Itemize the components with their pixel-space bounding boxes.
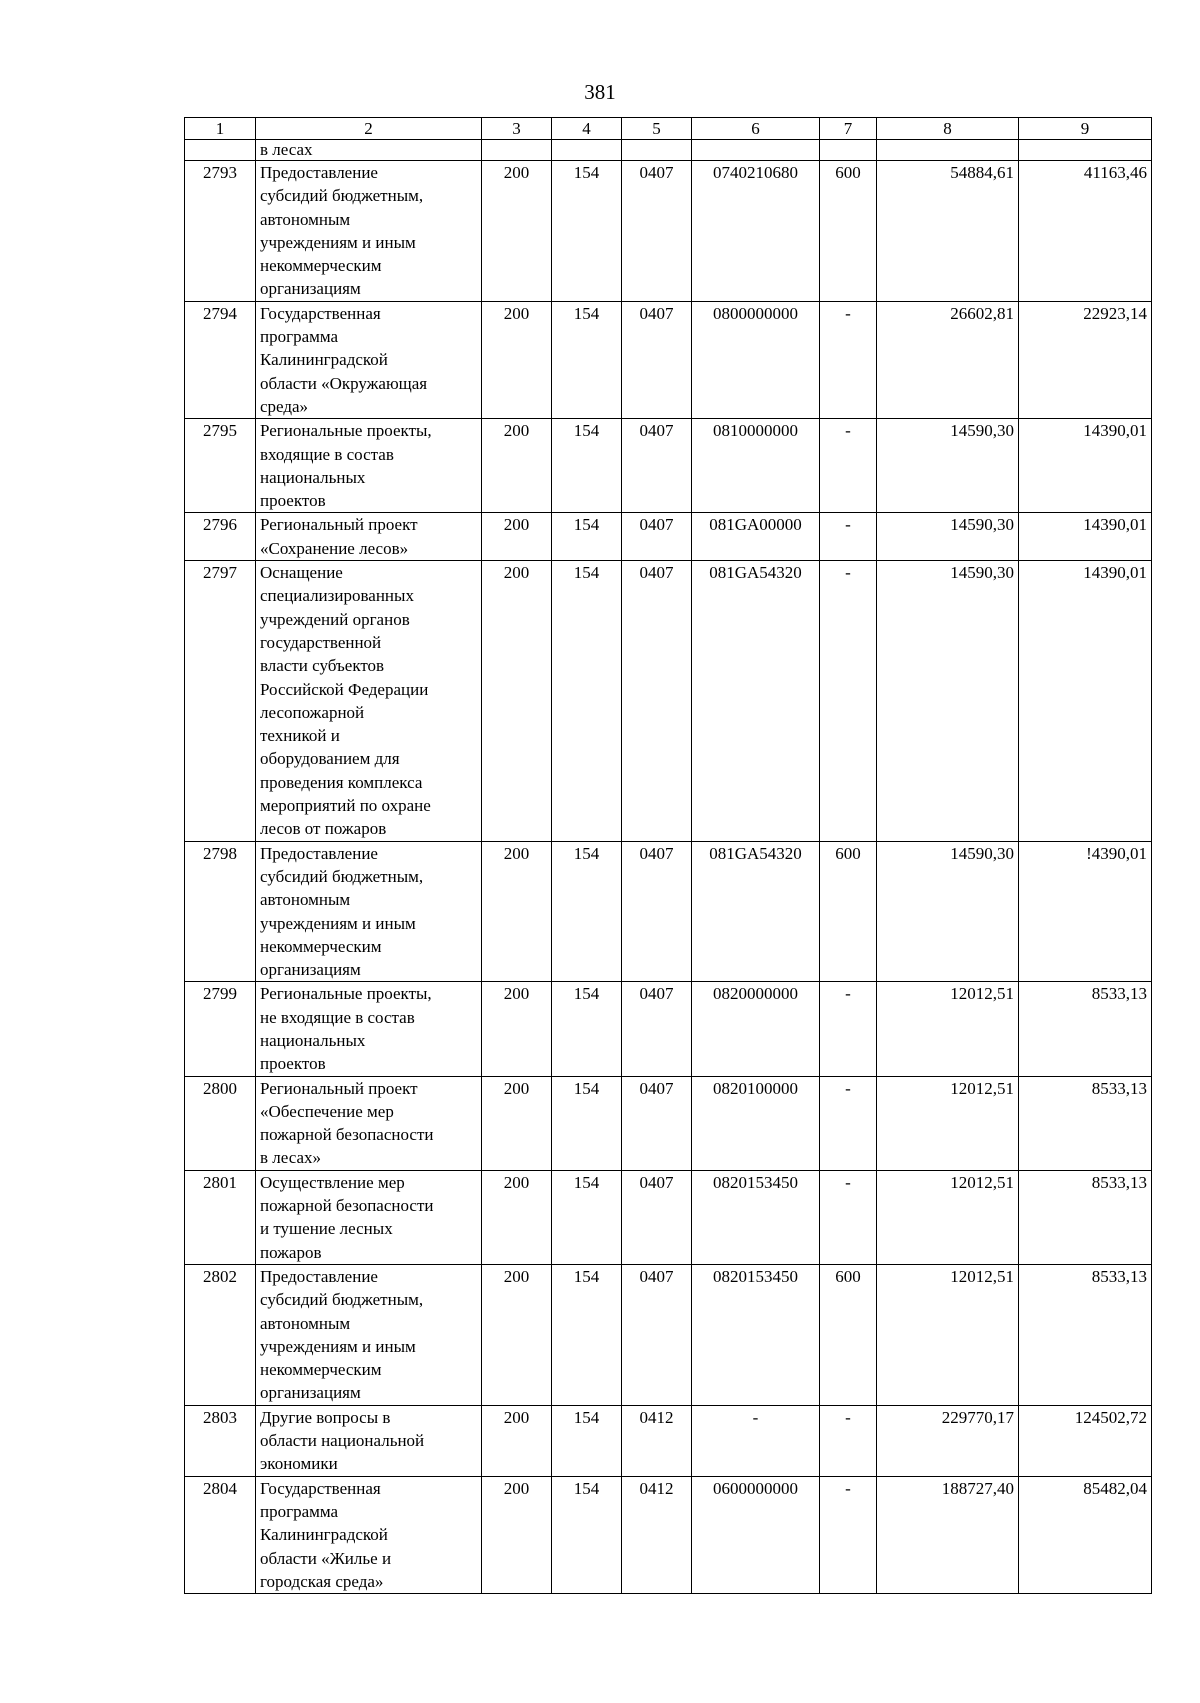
cell-col3: 200 <box>482 1170 552 1264</box>
row-name-line: пожарной безопасности <box>260 1125 434 1145</box>
cell-col4: 154 <box>552 1405 622 1476</box>
cell-col4: 154 <box>552 982 622 1076</box>
cell-col8: 14590,30 <box>877 841 1019 982</box>
table-row <box>185 1264 1152 1405</box>
cell-col7: - <box>820 301 877 418</box>
cell-col8: 14590,30 <box>877 419 1019 513</box>
cell-col8: 229770,17 <box>877 1405 1019 1476</box>
row-name-line: субсидий бюджетным, <box>260 866 424 886</box>
row-number: 2802 <box>185 1264 256 1405</box>
row-name-line: субсидий бюджетным, <box>260 186 424 206</box>
cell-col8: 12012,51 <box>877 982 1019 1076</box>
continuation-row <box>185 140 1152 161</box>
row-name-line: Российской Федерации <box>260 679 429 699</box>
row-name-line: области «Жилье и <box>260 1548 392 1568</box>
cell-col7: 600 <box>820 841 877 982</box>
row-name-line: учреждений органов <box>260 609 410 629</box>
cell-col5: 0407 <box>622 841 692 982</box>
row-name-line: автономным <box>260 1313 351 1333</box>
column-header: 8 <box>877 118 1019 140</box>
cell-col5: 0407 <box>622 1170 692 1264</box>
table-row <box>185 1476 1152 1593</box>
cell-col6: 0820000000 <box>692 982 820 1076</box>
budget-table <box>184 117 1152 1594</box>
row-name <box>256 1405 482 1476</box>
row-name-line: среда» <box>260 396 309 416</box>
row-name-line: Оснащение <box>260 563 343 583</box>
cell-col6: 0740210680 <box>692 161 820 302</box>
cell-col8: 12012,51 <box>877 1170 1019 1264</box>
row-name-line: некоммерческим <box>260 936 382 956</box>
row-name-line: автономным <box>260 890 351 910</box>
row-number: 2801 <box>185 1170 256 1264</box>
table-row <box>185 513 1152 561</box>
row-name-line: не входящие в состав <box>260 1007 415 1027</box>
row-name <box>256 301 482 418</box>
row-name-line: государственной <box>260 632 382 652</box>
row-name-line: Государственная <box>260 303 381 323</box>
cell-col8: 26602,81 <box>877 301 1019 418</box>
cell-col9: 14390,01 <box>1019 561 1152 842</box>
table-row <box>185 1076 1152 1170</box>
cell-col5: 0407 <box>622 1076 692 1170</box>
row-name-line: и тушение лесных <box>260 1219 393 1239</box>
row-name-line: пожарной безопасности <box>260 1196 434 1216</box>
cell-col7: - <box>820 561 877 842</box>
cell-col5: 0407 <box>622 982 692 1076</box>
row-number: 2798 <box>185 841 256 982</box>
row-name-line: лесов от пожаров <box>260 819 387 839</box>
cell-col7: - <box>820 513 877 561</box>
cell-col3: 200 <box>482 1264 552 1405</box>
row-name <box>256 161 482 302</box>
row-name-line: Предоставление <box>260 843 378 863</box>
cell-col8: 12012,51 <box>877 1264 1019 1405</box>
cell-col5: 0412 <box>622 1405 692 1476</box>
cell-col4: 154 <box>552 1076 622 1170</box>
row-number: 2799 <box>185 982 256 1076</box>
continuation-text: в лесах <box>256 140 482 161</box>
row-name-line: организациям <box>260 960 361 980</box>
table-row <box>185 841 1152 982</box>
cell-col3: 200 <box>482 161 552 302</box>
cell-col6: 081GA54320 <box>692 841 820 982</box>
row-name-line: национальных <box>260 467 366 487</box>
cell-col7: 600 <box>820 161 877 302</box>
cell-col4: 154 <box>552 561 622 842</box>
row-number: 2796 <box>185 513 256 561</box>
row-name <box>256 561 482 842</box>
cell-col9: 8533,13 <box>1019 982 1152 1076</box>
row-name <box>256 1264 482 1405</box>
row-name-line: «Сохранение лесов» <box>260 538 409 558</box>
cell-col3: 200 <box>482 513 552 561</box>
row-name-line: учреждениям и иным <box>260 232 416 252</box>
cell-col3: 200 <box>482 419 552 513</box>
cell-col4: 154 <box>552 301 622 418</box>
cell-col9: 85482,04 <box>1019 1476 1152 1593</box>
table-body <box>185 140 1152 1594</box>
cell-col7: 600 <box>820 1264 877 1405</box>
cell-col8: 188727,40 <box>877 1476 1019 1593</box>
row-name-line: Другие вопросы в <box>260 1407 391 1427</box>
row-name-line: субсидий бюджетным, <box>260 1290 424 1310</box>
cell-col5: 0407 <box>622 301 692 418</box>
row-name-line: экономики <box>260 1454 338 1474</box>
column-header: 7 <box>820 118 877 140</box>
row-name-line: организациям <box>260 279 361 299</box>
cell-col4: 154 <box>552 1170 622 1264</box>
table-row <box>185 982 1152 1076</box>
cell-col5: 0407 <box>622 161 692 302</box>
header-row <box>185 118 1152 140</box>
table-row <box>185 419 1152 513</box>
cell-col6: 081GA54320 <box>692 561 820 842</box>
table-row <box>185 1405 1152 1476</box>
row-number: 2804 <box>185 1476 256 1593</box>
row-name-line: Предоставление <box>260 1266 378 1286</box>
row-name-line: Калининградской <box>260 1525 388 1545</box>
cell-col4: 154 <box>552 841 622 982</box>
cell-col7: - <box>820 1076 877 1170</box>
column-header: 2 <box>256 118 482 140</box>
row-name-line: автономным <box>260 209 351 229</box>
row-name-line: области национальной <box>260 1431 425 1451</box>
cell-col9: 22923,14 <box>1019 301 1152 418</box>
row-name <box>256 419 482 513</box>
page-number: 381 <box>584 80 616 104</box>
column-header: 9 <box>1019 118 1152 140</box>
table-row <box>185 561 1152 842</box>
cell-col6: - <box>692 1405 820 1476</box>
cell-col9: 8533,13 <box>1019 1076 1152 1170</box>
cell-col3: 200 <box>482 841 552 982</box>
row-name-line: оборудованием для <box>260 749 400 769</box>
row-name-line: программа <box>260 327 339 347</box>
row-name-line: лесопожарной <box>260 702 365 722</box>
cell-col4: 154 <box>552 513 622 561</box>
row-name-line: проектов <box>260 1054 326 1074</box>
row-name-line: специализированных <box>260 586 414 606</box>
cell-col7: - <box>820 1170 877 1264</box>
cell-col4: 154 <box>552 1476 622 1593</box>
row-name-line: национальных <box>260 1030 366 1050</box>
cell-col6: 0800000000 <box>692 301 820 418</box>
row-name-line: проектов <box>260 491 326 511</box>
row-name-line: некоммерческим <box>260 1360 382 1380</box>
cell-col5: 0407 <box>622 419 692 513</box>
cell-col7: - <box>820 419 877 513</box>
row-name-line: Осуществление мер <box>260 1172 405 1192</box>
cell-col7: - <box>820 1476 877 1593</box>
row-name-line: области «Окружающая <box>260 373 428 393</box>
cell-col3: 200 <box>482 982 552 1076</box>
row-name <box>256 513 482 561</box>
table-row <box>185 161 1152 302</box>
row-number: 2793 <box>185 161 256 302</box>
cell-col5: 0407 <box>622 1264 692 1405</box>
row-name-line: Региональные проекты, <box>260 421 432 441</box>
cell-col9: 41163,46 <box>1019 161 1152 302</box>
cell-col8: 54884,61 <box>877 161 1019 302</box>
row-name-line: пожаров <box>260 1242 322 1262</box>
cell-col3: 200 <box>482 1405 552 1476</box>
cell-col9: 14390,01 <box>1019 419 1152 513</box>
cell-col6: 081GA00000 <box>692 513 820 561</box>
cell-col4: 154 <box>552 419 622 513</box>
cell-col6: 0820100000 <box>692 1076 820 1170</box>
row-name-line: техникой и <box>260 726 340 746</box>
cell-col3: 200 <box>482 301 552 418</box>
cell-col4: 154 <box>552 161 622 302</box>
row-name-line: Предоставление <box>260 163 378 182</box>
column-header: 5 <box>622 118 692 140</box>
cell-col3: 200 <box>482 561 552 842</box>
row-name-line: Региональные проекты, <box>260 984 432 1004</box>
row-name-line: входящие в состав <box>260 444 394 464</box>
row-name <box>256 982 482 1076</box>
row-name-line: Региональный проект <box>260 515 418 535</box>
column-header: 1 <box>185 118 256 140</box>
row-name-line: учреждениям и иным <box>260 913 416 933</box>
row-name <box>256 1170 482 1264</box>
cell-col5: 0412 <box>622 1476 692 1593</box>
row-number: 2795 <box>185 419 256 513</box>
table-row <box>185 1170 1152 1264</box>
row-name-line: городская среда» <box>260 1571 384 1591</box>
row-number: 2803 <box>185 1405 256 1476</box>
row-name-line: Государственная <box>260 1478 381 1498</box>
row-name-line: некоммерческим <box>260 256 382 276</box>
cell-col9: !4390,01 <box>1019 841 1152 982</box>
column-header: 6 <box>692 118 820 140</box>
row-name-line: в лесах» <box>260 1148 322 1168</box>
row-number: 2797 <box>185 561 256 842</box>
cell-col3: 200 <box>482 1476 552 1593</box>
cell-col9: 8533,13 <box>1019 1170 1152 1264</box>
row-name <box>256 841 482 982</box>
row-number: 2794 <box>185 301 256 418</box>
cell-col4: 154 <box>552 1264 622 1405</box>
cell-col9: 124502,72 <box>1019 1405 1152 1476</box>
row-name-line: Калининградской <box>260 350 388 370</box>
column-header: 3 <box>482 118 552 140</box>
row-name-line: проведения комплекса <box>260 772 423 792</box>
row-name-line: программа <box>260 1501 339 1521</box>
cell-col5: 0407 <box>622 561 692 842</box>
row-number: 2800 <box>185 1076 256 1170</box>
cell-col8: 12012,51 <box>877 1076 1019 1170</box>
row-name-line: Региональный проект <box>260 1078 418 1098</box>
cell-col7: - <box>820 982 877 1076</box>
row-name-line: «Обеспечение мер <box>260 1101 394 1121</box>
row-name <box>256 1476 482 1593</box>
row-name-line: мероприятий по охране <box>260 796 431 816</box>
cell-col6: 0600000000 <box>692 1476 820 1593</box>
row-name-line: учреждениям и иным <box>260 1336 416 1356</box>
cell-col3: 200 <box>482 1076 552 1170</box>
cell-col8: 14590,30 <box>877 561 1019 842</box>
cell-col5: 0407 <box>622 513 692 561</box>
table-row <box>185 301 1152 418</box>
cell-col8: 14590,30 <box>877 513 1019 561</box>
cell-col9: 14390,01 <box>1019 513 1152 561</box>
row-name <box>256 1076 482 1170</box>
cell-col9: 8533,13 <box>1019 1264 1152 1405</box>
row-name-line: власти субъектов <box>260 656 385 676</box>
cell-col6: 0810000000 <box>692 419 820 513</box>
cell-col6: 0820153450 <box>692 1264 820 1405</box>
column-header: 4 <box>552 118 622 140</box>
cell-col6: 0820153450 <box>692 1170 820 1264</box>
cell-col7: - <box>820 1405 877 1476</box>
row-name-line: организациям <box>260 1383 361 1403</box>
